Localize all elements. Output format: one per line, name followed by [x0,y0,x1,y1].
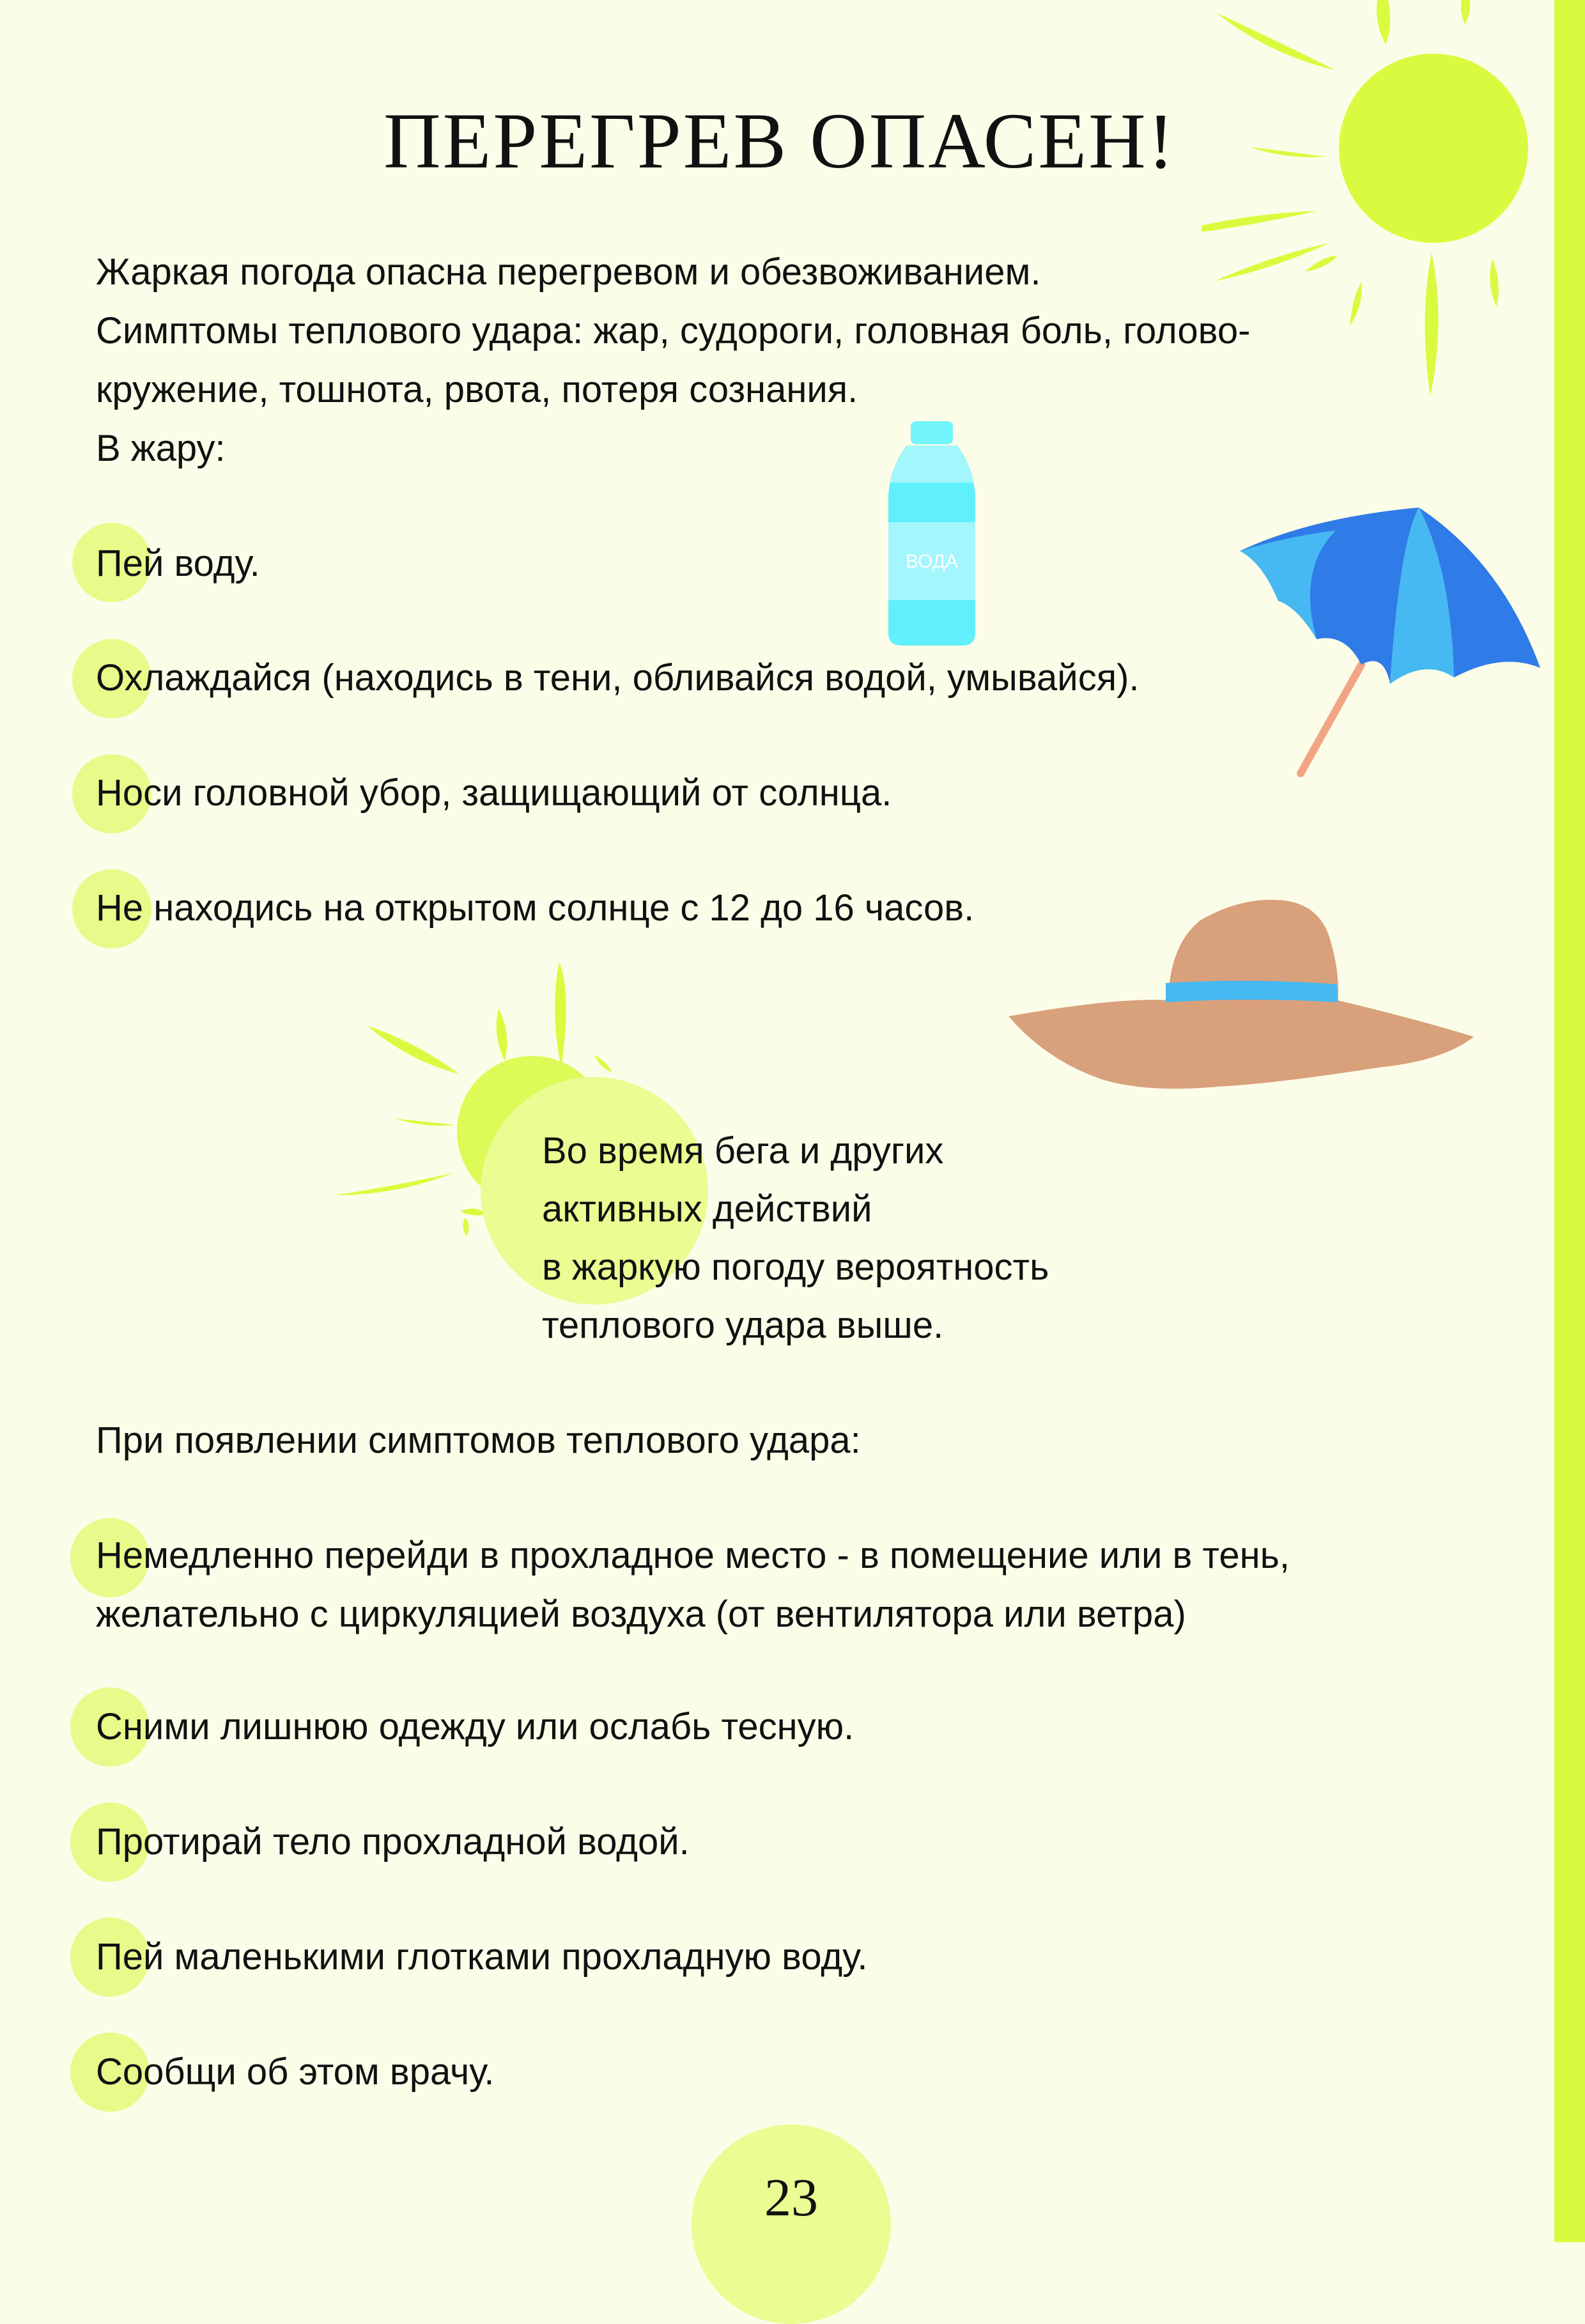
intro-line: Жаркая погода опасна перегревом и обезвоживанием. [96,251,1041,293]
action-item: Пей маленькими глотками прохладную воду. [96,1936,868,1978]
page-title: ПЕРЕГРЕВ ОПАСЕН! [383,97,1176,185]
intro-paragraph [96,243,1470,478]
action-line: желательно с циркуляцией воздуха (от вентилятора или ветра) [96,1593,1186,1635]
sun-hat-icon [1009,895,1475,1099]
tip-item: Пей воду. [96,543,260,584]
page-number: 23 [764,2168,818,2227]
tip-item: Охлаждайся (находись в тени, обливайся водой, умывайся). [96,657,1140,699]
callout-text [542,1122,1049,1354]
symptoms-header: При появлении симптомов теплового удара: [96,1420,861,1461]
water-bottle-icon [887,419,977,649]
action-item: Сообщи об этом врачу. [96,2051,495,2093]
intro-line: кружение, тошнота, рвота, потеря сознания. [96,369,858,410]
tip-item: Носи головной убор, защищающий от солнца. [96,772,892,814]
action-item: Сними лишнюю одежду или ослабь тесную. [96,1706,854,1747]
callout-line: активных действий [542,1188,872,1230]
callout-line: теплового удара выше. [542,1305,944,1346]
callout-line: в жаркую погоду вероятность [542,1246,1049,1288]
bottle-label: ВОДА [905,551,959,572]
callout-line: Во время бега и других [542,1130,944,1172]
intro-line: Симптомы теплового удара: жар, судороги, головная боль, голово- [96,310,1251,352]
intro-line: В жару: [96,428,226,469]
action-line: Немедленно перейди в прохладное место - в помещение или в тень, [96,1535,1290,1576]
action-item: Протирай тело прохладной водой. [96,1821,690,1863]
action-item [96,1526,1290,1644]
umbrella-icon [1233,505,1547,780]
tip-item: Не находись на открытом солнце с 12 до 16 часов. [96,887,975,929]
